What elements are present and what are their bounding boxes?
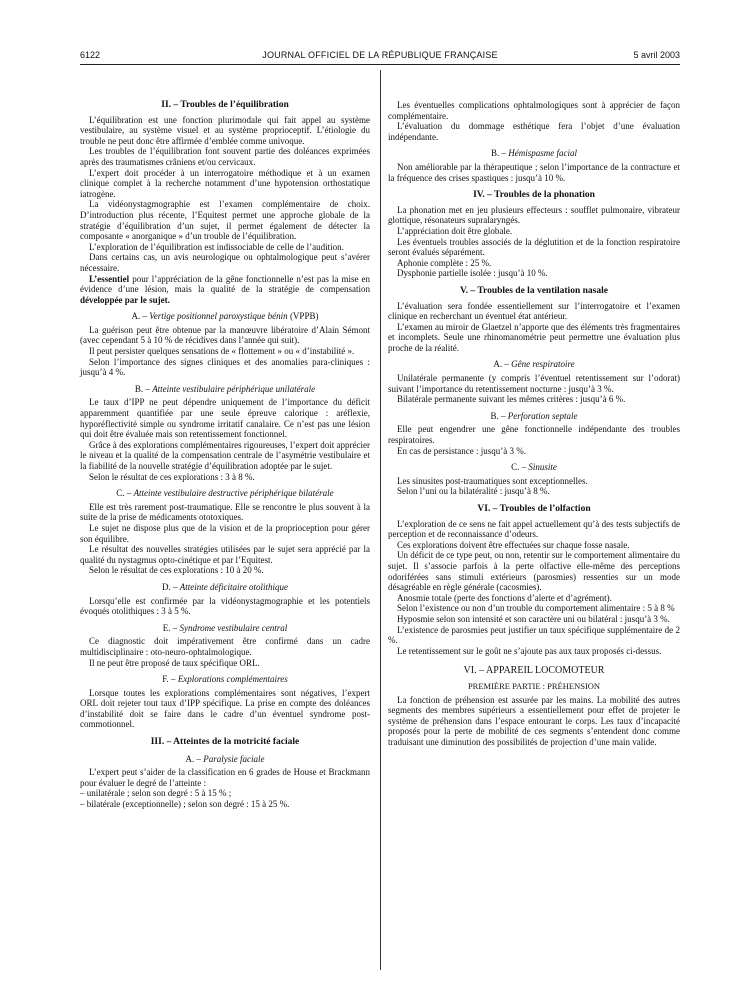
subsection-title [388,411,680,422]
paragraph: Lorsqu’elle est confirmée par la vidéonystagmographie et les potentiels évoqués otolithiques : 3 à 5 %. [80,595,370,617]
subsection-name: Hémispasme facial [508,148,577,159]
subsection-title [80,623,370,634]
paragraph: Dans certains cas, un avis neurologique ou ophtalmologique peut s’avérer nécessaire. [80,252,370,273]
paragraph: L’équilibration est une fonction plurimodale qui fait appel au système vestibulaire, au système visuel et au système proprioceptif. L’étiologie du trouble ne peut donc être affirmée d’emblée comme univoque. [80,114,370,146]
paragraph: Ce diagnostic doit impérativement être confirmé dans un cadre multidisciplinaire : oto-neuro-ophtalmologique. [80,636,370,657]
paragraph: La fonction de préhension est assurée par les mains. La mobilité des autres segments des membres supérieurs a essentiellement pour effet de projeter le système de préhension dans l’espace entourant le corps. Les taux d’incapacité proposés pour la perte de mobilité de ces segments s’entendent donc comme traduisant une diminution des possibilités de projection d’une main valide. [388,694,680,747]
paragraph: Il peut persister quelques sensations de « flottement » ou « d’instabilité ». [89,346,355,357]
subsection-title [80,384,370,395]
paragraph: En cas de persistance : jusqu’à 3 %. [397,445,526,456]
subsection-name: Gêne respiratoire [511,359,575,370]
subsection-letter: B. – [134,383,153,394]
emphasis: L’essentiel [89,273,130,284]
subsection-letter: A. – [493,359,512,370]
subsection-name: Syndrome vestibulaire central [179,622,288,633]
paragraph: L’expert peut s’aider de la classification en 6 grades de House et Brackmann pour évaluer le degré de l’atteinte : [80,767,370,788]
subsection-letter: A. – [185,753,204,764]
paragraph: L’exploration de l’équilibration est indissociable de celle de l’audition. [89,241,344,252]
subsection-title [80,754,370,765]
paragraph: Aphonie complète : 25 %. [397,257,492,268]
header-rule [80,64,680,65]
list-item: – bilatérale (exceptionnelle) ; selon son degré : 15 à 25 %. [80,799,290,810]
paragraph: Selon le résultat de ces explorations : 10 à 20 %. [89,565,264,576]
section-title: VI. – Troubles de l’olfaction [477,504,591,514]
subsection-title [80,582,370,593]
paragraph: Le taux d’IPP ne peut dépendre uniquement de l’importance du déficit apparemment quantifiée par une seule épreuve calorique : aréflexie, hyporéflectivité simple ou syndrome irritatif canalaire. Ce n’est pas une lésion qui doit être évaluée mais son retentissement fonctionnel. [80,397,370,440]
subsection-title [80,674,370,685]
list-item: – unilatérale ; selon son degré : 5 à 15 % ; [80,788,232,799]
paragraph: L’expert doit procéder à un interrogatoire méthodique et à un examen clinique complet à la recherche notamment d’une hypotension orthostatique iatrogène. [80,167,370,199]
paragraph: L’évaluation sera fondée essentiellement sur l’interrogatoire et l’examen clinique en recherchant un éventuel état antérieur. [388,300,680,322]
right-column [388,100,680,747]
page-header [80,50,680,64]
paragraph: Bilatérale permanente suivant les mêmes critères : jusqu’à 6 %. [397,394,626,405]
paragraph: L’existence de parosmies peut justifier un taux spécifique supplémentaire de 2 %. [388,624,680,646]
major-section-title: VI. – APPAREIL LOCOMOTEUR [463,665,605,677]
emphasis: développée par le sujet. [80,294,170,305]
paragraph: L’appréciation doit être globale. [397,225,513,236]
section-title: II. – Troubles de l’équilibration [161,100,289,110]
paragraph [80,274,370,306]
paragraph: Non améliorable par la thérapeutique ; selon l’importance de la contracture et la fréquence des crises spastiques : jusqu’à 10 %. [388,161,680,183]
left-column [80,100,370,810]
paragraph: Anosmie totale (perte des fonctions d’alerte et d’agrément). [397,592,612,603]
section-title: V. – Troubles de la ventilation nasale [460,285,608,296]
subsection-name: Atteinte vestibulaire périphérique unilatérale [152,383,316,394]
paragraph: Selon l’importance des signes cliniques et des anomalies para-cliniques : jusqu’à 4 %. [80,356,370,378]
paragraph: Lorsque toutes les explorations complémentaires sont négatives, l’expert ORL doit rejeter tout taux d’IPP spécifique. La prise en compte des doléances d’instabilité doit se faire dans le cadre d’un éventuel syndrome post-commotionnel. [80,687,370,730]
subsection-letter: D. – [162,581,180,592]
paragraph: L’examen au miroir de Glaetzel n’apporte que des éléments très fragmentaires et incomplets. Seule une rhinomanométrie peut permettre une évaluation plus proche de la réalité. [388,321,680,353]
page-number: 6122 [80,50,101,60]
text-run: pour l’appréciation de la gêne fonctionnelle n’est pas la mise en évidence d’une lésion, mais la qualité de la stratégie de compensation [80,273,370,295]
section-title: III. – Atteintes de la motricité faciale [150,737,300,748]
subsection-letter: F. – [162,674,178,685]
paragraph: Le sujet ne dispose plus que de la vision et de la proprioception pour gérer son équilibre. [80,522,370,544]
paragraph: Selon le résultat de ces explorations : 3 à 8 %. [89,471,255,482]
subsection-title [80,488,370,499]
paragraph: Selon l’uni ou la bilatéralité : jusqu’à 8 %. [397,486,550,497]
publication-date: 5 avril 2003 [633,50,680,60]
paragraph: Les éventuels troubles associés de la déglutition et de la fonction respiratoire seront évalués séparément. [388,236,680,258]
paragraph: L’exploration de ce sens ne fait appel actuellement qu’à des tests subjectifs de perception et de reconnaissance d’odeurs. [388,518,680,540]
subsection-name: Vertige positionnel paroxystique bénin [149,311,288,322]
paragraph: Grâce à des explorations complémentaires rigoureuses, l’expert doit apprécier le niveau et la qualité de la compensation centrale de l’asymétrie vestibulaire et la fiabilité de la nouvelle stratégie d’équilibration adoptée par le sujet. [80,439,370,471]
subsection-name: Atteinte déficitaire otolithique [179,581,288,592]
paragraph: La guérison peut être obtenue par la manœuvre libératoire d’Alain Sémont (avec cependant 5 à 10 % de récidives dans l’année qui suit). [80,324,370,346]
subsection-name: Perforation septale [507,410,578,421]
paragraph: Les troubles de l’équilibration font souvent partie des doléances exprimées après des traumatismes crâniens et/ou cervicaux. [80,146,370,167]
section-title: IV. – Troubles de la phonation [473,190,595,201]
subsection-name: Explorations complémentaires [177,674,288,685]
subsection-letter: C. – [511,462,529,473]
paragraph: Ces explorations doivent être effectuées sur chaque fosse nasale. [397,539,630,550]
paragraph: Un déficit de ce type peut, ou non, retentir sur le comportement alimentaire du sujet. Il s’associe parfois à la perte olfactive elle-même des perceptions odoriférées sans stimuli extérieurs (parosmies) ressenties sur un mode désagréable en règle générale (cacosmies). [388,550,680,593]
subsection-name: Paralysie faciale [203,753,265,764]
paragraph: Elle est très rarement post-traumatique. Elle se rencontre le plus souvent à la suite de la prise de médicaments ototoxiques. [80,501,370,523]
part-title: PREMIÈRE PARTIE : PRÉHENSION [467,680,601,691]
subsection-suffix: (VPPB) [287,311,319,322]
paragraph: La phonation met en jeu plusieurs effecteurs : soufflet pulmonaire, vibrateur glottique, résonateurs supralaryngés. [388,204,680,226]
paragraph: Selon l’existence ou non d’un trouble du comportement alimentaire : 5 à 8 % [397,603,675,614]
paragraph: Unilatérale permanente (y compris l’éventuel retentissement sur l’odorat) suivant l’importance du retentissement nocturne : jusqu’à 3 %. [388,373,680,394]
subsection-letter: C. – [116,488,134,499]
paragraph: La vidéonystagmographie est l’examen complémentaire de choix. D’introduction plus récente, l’Equitest permet une approche globale de la stratégie d’équilibration d’un sujet, il permet également de détecter la composante « anorganique » d’un trouble de l’équilibration. [80,199,370,242]
paragraph: Les éventuelles complications ophtalmologiques sont à apprécier de façon complémentaire. [388,100,680,121]
paragraph: Le retentissement sur le goût ne s’ajoute pas aux taux proposés ci-dessus. [397,645,662,656]
paragraph: L’évaluation du dommage esthétique fera l’objet d’une évaluation indépendante. [388,121,680,142]
paragraph: Les sinusites post-traumatiques sont exceptionnelles. [397,475,588,486]
subsection-title [388,148,680,159]
column-divider [380,70,381,970]
subsection-title [388,359,680,370]
paragraph: Il ne peut être proposé de taux spécifique ORL. [89,657,260,668]
subsection-name: Sinusite [528,462,557,473]
subsection-title [80,311,370,322]
subsection-name: Atteinte vestibulaire destructive périphérique bilatérale [133,488,334,499]
paragraph: Hyposmie selon son intensité et son caractère uni ou bilatéral : jusqu’à 3 %. [397,613,670,624]
subsection-letter: B. – [490,148,509,159]
subsection-letter: B. – [490,410,508,421]
journal-title: JOURNAL OFFICIEL DE LA RÉPUBLIQUE FRANÇAISE [262,50,498,60]
paragraph: Elle peut engendrer une gêne fonctionnelle indépendante des troubles respiratoires. [388,424,680,446]
subsection-title [388,462,680,473]
paragraph: Dysphonie partielle isolée : jusqu’à 10 %. [397,268,548,279]
subsection-letter: E. – [162,622,180,633]
rate-list [80,788,370,809]
paragraph: Le résultat des nouvelles stratégies utilisées par le sujet sera apprécié par la qualité du nystagmus opto-cinétique et par l’Equitest. [80,544,370,565]
subsection-letter: A. – [131,311,150,322]
